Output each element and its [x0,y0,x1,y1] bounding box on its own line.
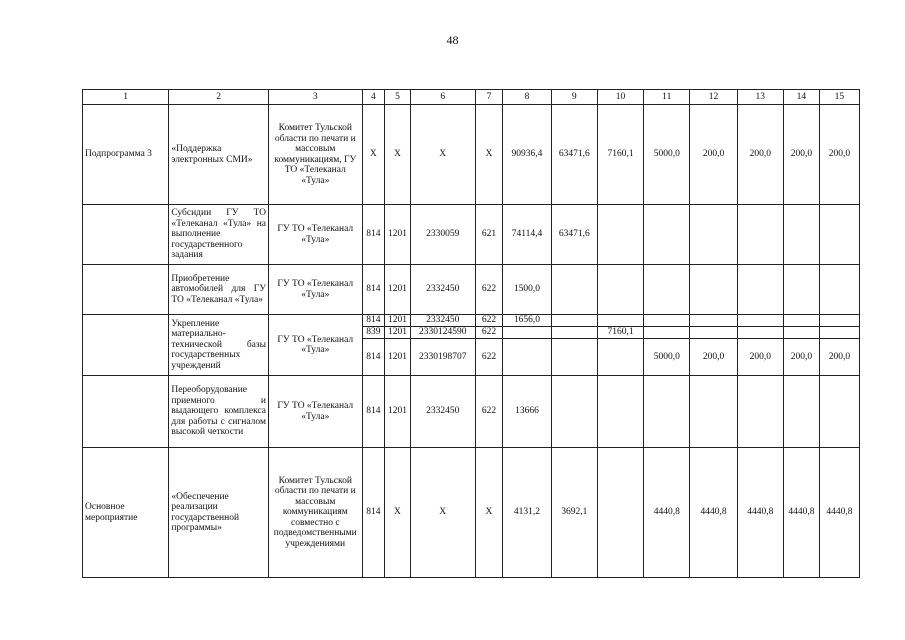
cell-value: 200,0 [737,105,783,205]
executor: ГУ ТО «Телеканал «Тула» [269,205,363,265]
cell-csr: 2332450 [410,265,475,315]
cell-empty [819,265,859,315]
cell-value: 4131,2 [503,448,551,578]
cell-grbs: 814 [362,448,385,578]
table-row [83,376,860,448]
cell-empty [597,205,643,265]
cell-empty [819,315,859,327]
executor: Комитет Тульской области по печати и массовым коммуникациям, ГУ ТО «Телеканал «Тула» [269,105,363,205]
cell-empty [819,327,859,339]
cell-empty [644,205,690,265]
cell-value: 63471,6 [551,105,597,205]
cell-value: 7160,1 [597,105,643,205]
cell-value: 4440,8 [737,448,783,578]
executor: ГУ ТО «Телеканал «Тула» [269,315,363,376]
cell-value: 1500,0 [503,265,551,315]
cell-value: 200,0 [819,339,859,376]
cell-csr: Х [410,105,475,205]
cell-value: 4440,8 [819,448,859,578]
cell-empty [737,205,783,265]
cell-empty [597,265,643,315]
cell-empty [644,376,690,448]
table-row [83,448,860,578]
cell-empty [551,265,597,315]
header-cell: 6 [410,90,475,105]
cell-value: 1656,0 [503,315,551,327]
cell-vr: 622 [475,339,503,376]
header-cell: 9 [551,90,597,105]
cell-empty [83,205,169,265]
cell-empty [551,315,597,327]
cell-value: 200,0 [783,339,819,376]
table-row [83,315,860,327]
header-cell: 11 [644,90,690,105]
cell-empty [644,315,690,327]
cell-empty [819,205,859,265]
cell-grbs: Х [362,105,385,205]
cell-empty [737,265,783,315]
budget-table [82,89,860,578]
cell-empty [597,448,643,578]
activity-name: «Поддержка электронных СМИ» [169,105,269,205]
cell-empty [644,327,690,339]
cell-rz: 1201 [385,376,411,448]
header-cell: 14 [783,90,819,105]
cell-value: 13666 [503,376,551,448]
cell-empty [597,339,643,376]
cell-value: 4440,8 [644,448,690,578]
cell-empty [690,315,737,327]
cell-value: 90936,4 [503,105,551,205]
cell-csr: 2330059 [410,205,475,265]
header-row [83,90,860,105]
activity-name: Субсидии ГУ ТО «Телеканал «Тула» на выполнение государственного задания [169,205,269,265]
cell-empty [597,376,643,448]
cell-value: 200,0 [819,105,859,205]
cell-rz: 1201 [385,315,411,327]
header-cell: 8 [503,90,551,105]
header-cell: 15 [819,90,859,105]
cell-rz: 1201 [385,265,411,315]
cell-empty [783,376,819,448]
cell-empty [503,327,551,339]
table-row [83,265,860,315]
cell-empty [690,205,737,265]
cell-csr: Х [410,448,475,578]
cell-value: 74114,4 [503,205,551,265]
cell-rz: 1201 [385,327,411,339]
cell-empty [690,265,737,315]
cell-empty [737,376,783,448]
page-number: 48 [446,33,459,47]
cell-value: 200,0 [690,339,737,376]
executor: ГУ ТО «Телеканал «Тула» [269,265,363,315]
cell-rz: Х [385,448,411,578]
cell-vr: 622 [475,376,503,448]
cell-empty [83,376,169,448]
cell-empty [644,265,690,315]
cell-value: 200,0 [783,105,819,205]
cell-vr: 621 [475,205,503,265]
cell-empty [819,376,859,448]
activity-name: «Обеспечение реализации государственной программы» [169,448,269,578]
cell-grbs: 814 [362,339,385,376]
cell-grbs: 814 [362,205,385,265]
cell-value: 3692,1 [551,448,597,578]
cell-csr: 2330124590 [410,327,475,339]
executor: Комитет Тульской области по печати и массовым коммуникациям совместно с подведомственными учреждениями [269,448,363,578]
cell-empty [83,315,169,376]
header-cell: 10 [597,90,643,105]
cell-empty [690,327,737,339]
cell-rz: 1201 [385,205,411,265]
header-cell: 4 [362,90,385,105]
header-cell: 3 [269,90,363,105]
cell-value: 4440,8 [690,448,737,578]
cell-vr: 622 [475,315,503,327]
cell-vr: 622 [475,327,503,339]
cell-empty [783,327,819,339]
header-cell: 5 [385,90,411,105]
cell-empty [551,327,597,339]
cell-rz: Х [385,105,411,205]
cell-csr: 2330198707 [410,339,475,376]
activity-name: Переоборудование приемного и выдающего комплекса для работы с сигналом высокой четкости [169,376,269,448]
cell-empty [783,265,819,315]
cell-csr: 2332450 [410,315,475,327]
header-cell: 12 [690,90,737,105]
cell-grbs: 814 [362,315,385,327]
cell-empty [737,327,783,339]
subprogram-label: Подпрограмма 3 [83,105,169,205]
header-cell: 7 [475,90,503,105]
cell-empty [783,315,819,327]
cell-vr: Х [475,448,503,578]
cell-empty [551,339,597,376]
header-cell: 2 [169,90,269,105]
executor: ГУ ТО «Телеканал «Тула» [269,376,363,448]
cell-value: 7160,1 [597,327,643,339]
table-row [83,105,860,205]
cell-value: 200,0 [690,105,737,205]
cell-rz: 1201 [385,339,411,376]
activity-name: Приобретение автомобилей для ГУ ТО «Телеканал «Тула» [169,265,269,315]
cell-empty [597,315,643,327]
cell-value: 4440,8 [783,448,819,578]
cell-empty [690,376,737,448]
cell-empty [83,265,169,315]
cell-empty [737,315,783,327]
cell-empty [503,339,551,376]
activity-name: Укрепление материально-технической базы государственных учреждений [169,315,269,376]
cell-vr: Х [475,105,503,205]
cell-grbs: 839 [362,327,385,339]
cell-csr: 2332450 [410,376,475,448]
cell-value: 5000,0 [644,105,690,205]
cell-empty [783,205,819,265]
cell-empty [551,376,597,448]
header-cell: 13 [737,90,783,105]
main-activity-label: Основное мероприятие [83,448,169,578]
header-cell: 1 [83,90,169,105]
cell-vr: 622 [475,265,503,315]
table-row [83,205,860,265]
cell-value: 63471,6 [551,205,597,265]
cell-value: 5000,0 [644,339,690,376]
cell-grbs: 814 [362,265,385,315]
cell-grbs: 814 [362,376,385,448]
cell-value: 200,0 [737,339,783,376]
